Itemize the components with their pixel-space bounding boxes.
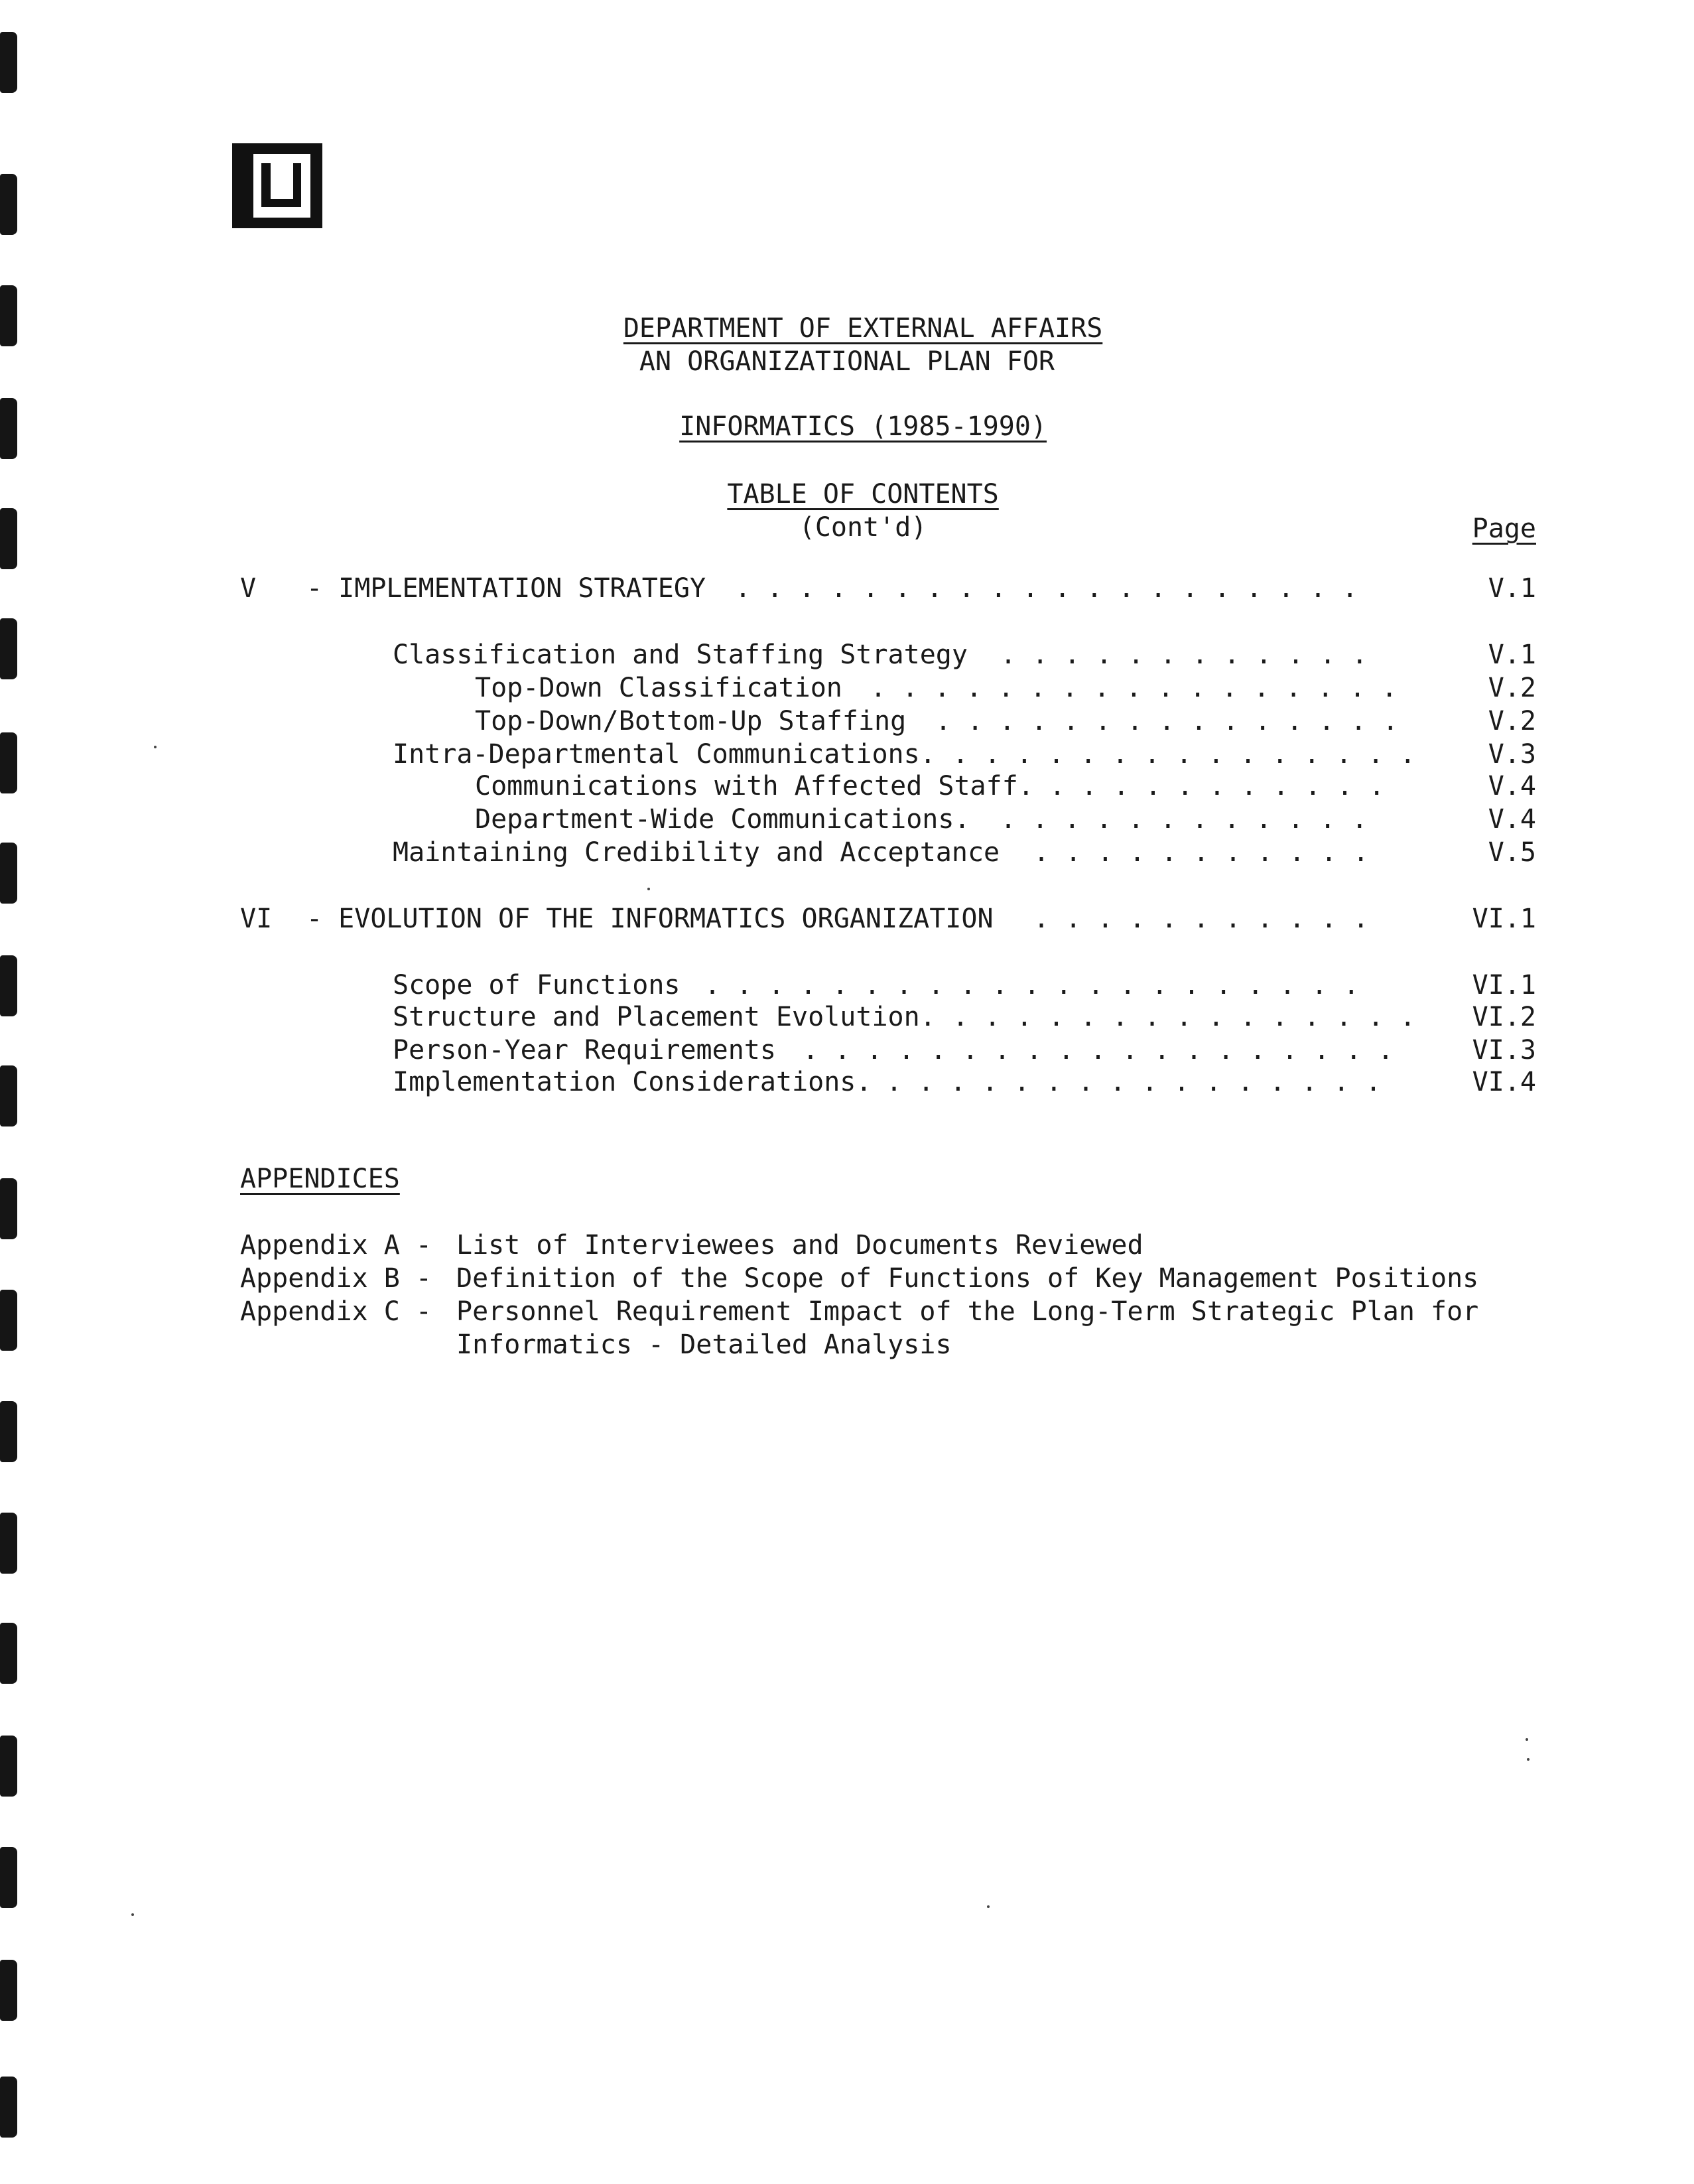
binding-hole (0, 732, 17, 793)
section-number: V (240, 573, 257, 604)
binding-hole (0, 618, 17, 679)
toc-entry-title: Communications with Affected Staff. (475, 771, 1034, 801)
plan-title-years: INFORMATICS (1985-1990) (679, 411, 1047, 442)
plan-title-line2 (0, 377, 1694, 443)
department-logo (232, 143, 322, 228)
plan-title-line1: AN ORGANIZATIONAL PLAN FOR (639, 346, 1055, 377)
appendix-text: Definition of the Scope of Functions of Key Management Positions (456, 1263, 1479, 1294)
toc-entry-page: VI.1 (1472, 970, 1536, 1000)
appendix-label: Appendix B - (240, 1263, 432, 1294)
dot-leader: . . . . . . . . . . . . . . . (952, 739, 1416, 770)
dot-leader: . . . . . . . . . . . . . . . (952, 1002, 1416, 1032)
page-number: V.1 (1488, 573, 1536, 604)
toc-entry-title: Maintaining Credibility and Acceptance (393, 837, 1000, 868)
appendix-text: Personnel Requirement Impact of the Long-Term Strategic Plan for (456, 1296, 1479, 1327)
department-title (0, 279, 1694, 345)
toc-entry-title: Top-Down Classification (475, 673, 842, 703)
dot-leader: . . . . . . . . . . . . (1000, 640, 1368, 670)
stray-mark (131, 1913, 134, 1916)
toc-entry-page: VI.3 (1472, 1035, 1536, 1065)
toc-entry-page: V.3 (1488, 739, 1536, 770)
toc-entry-page: V.5 (1488, 837, 1536, 868)
dot-leader: . . . . . . . . . . . (1033, 837, 1369, 868)
toc-entry-title: Top-Down/Bottom-Up Staffing (475, 706, 907, 736)
dot-leader: . . . . . . . . . . . . . . . (935, 706, 1399, 736)
stray-mark (647, 888, 650, 890)
section-title: - IMPLEMENTATION STRATEGY (306, 573, 706, 604)
stray-mark (1526, 1738, 1528, 1741)
appendices-heading: APPENDICES (240, 1164, 400, 1194)
toc-entry-title: Classification and Staffing Strategy (393, 640, 968, 670)
dot-leader: . . . . . . . . . . . . . . . . . . . . . (704, 970, 1360, 1000)
toc-entry-page: V.2 (1488, 706, 1536, 736)
dot-leader: . . . . . . . . . . . . . . . . . . . (803, 1035, 1394, 1065)
toc-title: TABLE OF CONTENTS (727, 479, 999, 510)
binding-hole (0, 1623, 17, 1684)
appendix-text-continued: Informatics - Detailed Analysis (456, 1330, 952, 1360)
toc-entry-title: Intra-Departmental Communications. (393, 739, 936, 770)
toc-entry-page: V.4 (1488, 804, 1536, 835)
dot-leader: . . . . . . . . . . . . (1000, 804, 1368, 835)
binding-hole (0, 1065, 17, 1126)
section-number: VI (240, 904, 273, 934)
toc-entry-title: Person-Year Requirements (393, 1035, 776, 1065)
section-title: - EVOLUTION OF THE INFORMATICS ORGANIZATION (306, 904, 994, 934)
toc-entry-page: V.4 (1488, 771, 1536, 801)
dot-leader: . . . . . . . . . . . . . . . . . . . . (735, 573, 1358, 604)
binding-hole (0, 1513, 17, 1574)
toc-entry-title: Structure and Placement Evolution. (393, 1002, 936, 1032)
dot-leader: . . . . . . . . . . . . . . . . . (870, 673, 1398, 703)
toc-entry-title: Department-Wide Communications. (475, 804, 970, 835)
binding-hole (0, 174, 17, 235)
page-column-label: Page (1472, 513, 1536, 544)
binding-hole (0, 1847, 17, 1908)
toc-suffix: (Cont'd) (799, 512, 927, 543)
binding-hole (0, 955, 17, 1016)
stray-mark (1527, 1758, 1530, 1761)
toc-entry-title: Scope of Functions (393, 970, 681, 1000)
toc-entry-page: V.1 (1488, 640, 1536, 670)
dot-leader: . . . . . . . . . . . (1033, 904, 1369, 934)
stray-mark (154, 746, 157, 748)
binding-hole (0, 1290, 17, 1351)
toc-entry-page: VI.2 (1472, 1002, 1536, 1032)
binding-hole (0, 1401, 17, 1462)
dot-leader: . . . . . . . . . . . . . . . . (886, 1067, 1382, 1097)
toc-entry-title: Implementation Considerations. (393, 1067, 872, 1097)
appendix-text: List of Interviewees and Documents Reviewed (456, 1230, 1143, 1261)
toc-heading (0, 444, 1694, 544)
binding-hole (0, 32, 17, 93)
binding-hole (0, 1178, 17, 1239)
dot-leader: . . . . . . . . . . . (1049, 771, 1385, 801)
binding-hole (0, 843, 17, 904)
binding-hole (0, 1960, 17, 2021)
binding-hole (0, 2077, 17, 2138)
toc-entry-page: VI.4 (1472, 1067, 1536, 1097)
appendix-label: Appendix A - (240, 1230, 432, 1261)
toc-entry-page: V.2 (1488, 673, 1536, 703)
department-name: DEPARTMENT OF EXTERNAL AFFAIRS (623, 313, 1103, 344)
stray-mark (987, 1905, 990, 1908)
binding-hole (0, 1736, 17, 1797)
page-number: VI.1 (1472, 904, 1536, 934)
appendix-label: Appendix C - (240, 1296, 432, 1327)
